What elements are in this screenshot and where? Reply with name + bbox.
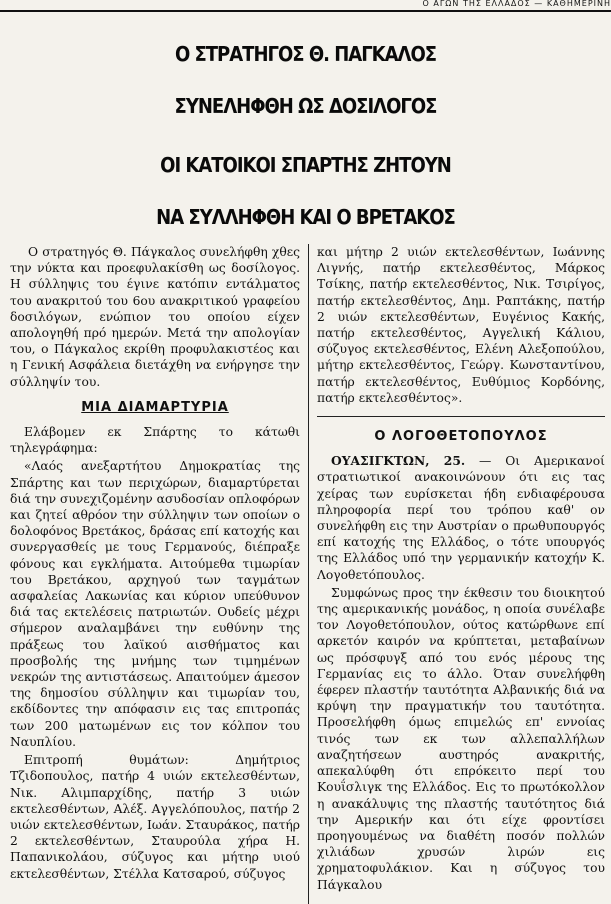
headline-line-3: ΟΙ ΚΑΤΟΙΚΟΙ ΣΠΑΡΤΗΣ ΖΗΤΟΥΝ	[160, 153, 451, 177]
dateline: ΟΥΑΣΙΓΚΤΩΝ, 25.	[331, 453, 466, 469]
subhead-protest: ΜΙΑ ΔΙΑΜΑΡΤΥΡΙΑ	[81, 399, 229, 415]
top-strip-text: Ο ΑΓΩΝ ΤΗΣ ΕΛΛΑΔΟΣ — ΚΑΘΗΜΕΡΙΝΗ	[422, 0, 611, 8]
previous-page-strip	[0, 0, 611, 12]
protest-telegram: «Λαός ανεξαρτήτου Δημοκρατίας της Σπάρτης και των περιχώρων, διαμαρτύρεται διά την συνεχιζομένην ασυδοσίαν οπλοφόρων και ζητεί αθρόον την σύλληψιν των οποίων ο δολοφόνος Βρετάκος, δράσας επί κατοχής και συνεργασθείς με τους Γερμανούς, διέπραξε φόνους και εγκλήματα. Αιτούμεθα τιμωρίαν του Βρετάκου, αρχηγού των ταγμάτων ασφαλείας Λακωνίας και κύριον υπεύθυνον διά τας εκτελέσεις πατριωτών. Ουδείς μέχρι σήμερον αναλαμβάνει την ευθύνην της πράξεως του λαϊκού αισθήματος και προσβολής της μνήμης των τιμημένων νεκρών της αντιστάσεως. Απαιτούμεν άμεσον της δημοσίου σύλληψιν και τιμωρίαν του, εκδίδοντες την απόφασιν εις τας επιτροπάς των 200 ματωμένων εις τον κόλπον του Ναυπλίου.	[10, 459, 300, 749]
logothetopoulos-paragraph-1	[317, 453, 605, 583]
logothetopoulos-paragraph-2: Συμφώνως προς την έκθεσιν του διοικητού της αμερικανικής μονάδος, η οποία συνέλαβε τον Λογοθετόπουλον, ούτος κατώρθωνε επί αρκετόν καιρόν να κρύπτεται, μεταβαίνων ως πρόσφυγξ από του ενός μέρους της Γερμανίας εις το άλλο. Όταν συνελήφθη έφερεν πλαστήν ταυτότητα Αλβανικής διά να κρύψη την πραγματικήν του ταυτότητα. Προσελήφθη όμως επιμελώς επ' εννοίας τινός των εκ των αλλεπαλλήλων αναζητήσεων αυστηρός ανακριτής, απεκαλύφθη ότι επρόκειτο περί του Κουΐσλιγκ της Ελλάδος. Εις το πρωτόκολλον η ανακάλυψις της πλαστής ταυτότητος διά την Αμερικήν και ότι είχε φροντίσει προηγουμένως να διαθέτη ποσόν πολλών χιλιάδων χρυσών λιρών εις χρηματοφυλάκιον. Και η σύζυγος του Πάγκαλου	[317, 585, 605, 892]
right-column	[317, 244, 605, 904]
lead-paragraph: Ο στρατηγός Θ. Πάγκαλος συνελήφθη χθες την νύκτα και προεφυλακίσθη ως δοσίλογος. Η σύλληψις του έγινε κατόπιν εντάλματος του ανακριτού του 6ου ανακριτικού γραφείου δοσιλόγων, ενώπιον του οποίου είχεν απολογηθή πρό ημερών. Μετά την απολογίαν του, ο Πάγκαλος εκρίθη προφυλακιστέος και η Γενική Ασφάλεια διετάχθη να ενήργησε την σύλληψίν του.	[10, 245, 300, 389]
signatories-continued: και μήτηρ 2 υιών εκτελεσθέντων, Ιωάννης Λιγνής, πατήρ εκτελεσθέντος, Μάρκος Τσίκης, πατήρ εκτελεσθέντος, Νικ. Τσιρίγος, πατήρ εκτελεσθέντος, Δημ. Ραπτάκης, πατήρ 2 υιών εκτελεσθέντων, Ευγένιος Κακής, πατήρ εκτελεσθέντος, Αγγελική Κάλιου, σύζυγος εκτελεσθέντος, Ελένη Αλεξοπούλου, μήτηρ εκτελεσθέντος, Γεώργ. Κωνσταντίνου, πατήρ εκτελεσθέντος, Ευθύμιος Κορδόνης, πατήρ εκτελεσθέντος».	[317, 245, 605, 405]
protest-signatories: Επιτροπή θυμάτων: Δημήτριος Τζιδοπουλος, πατήρ 4 υιών εκτελεσθέντων, Νικ. Αλιμπαρχίδης, πατήρ 3 υιών εκτελεσθέντων, Αλέξ. Αγγελόπουλος, πατήρ 2 υιών εκτελεσθέντων, Ιωάν. Σταυράκος, πατήρ 2 εκτελεσθέντων, Σταυρούλα χήρα Η. Παπανικολάου, σύζυγος και μήτηρ υιού εκτελεσθέντων, Στέλλα Κατσαρού, σύζυγος	[10, 753, 300, 881]
logothetopoulos-text-1: — Οι Αμερικανοί στρατιωτικοί ανακοινώνουν ότι εις τας χείρας των ευρίσκεται ήδη ενδιαφέρουσα πληροφορία περί του τρόπου καθ' ον συνελήφθη εις την Αυστρίαν ο πρωθυπουργός επί κατοχής της Ελλάδος, ο τότε υπουργός της Ελλάδος υπό την γερμανικήν κατοχήν Κ. Λογοθετόπουλος.	[317, 454, 605, 582]
subhead-logothetopoulos: Ο ΛΟΓΟΘΕΤΟΠΟΥΛΟΣ	[317, 416, 605, 445]
left-column	[10, 244, 300, 904]
protest-intro: Ελάβομεν εκ Σπάρτης το κάτωθι τηλεγράφημα:	[10, 425, 300, 456]
headline-line-1: Ο ΣΤΡΑΤΗΓΟΣ Θ. ΠΑΓΚΑΛΟΣ	[174, 42, 437, 66]
headline-line-4: ΝΑ ΣΥΛΛΗΦΘΗ ΚΑΙ Ο ΒΡΕΤΑΚΟΣ	[156, 205, 455, 229]
column-divider	[308, 244, 309, 904]
headline-line-2: ΣΥΝΕΛΗΦΘΗ ΩΣ ΔΟΣΙΛΟΓΟΣ	[174, 94, 437, 118]
